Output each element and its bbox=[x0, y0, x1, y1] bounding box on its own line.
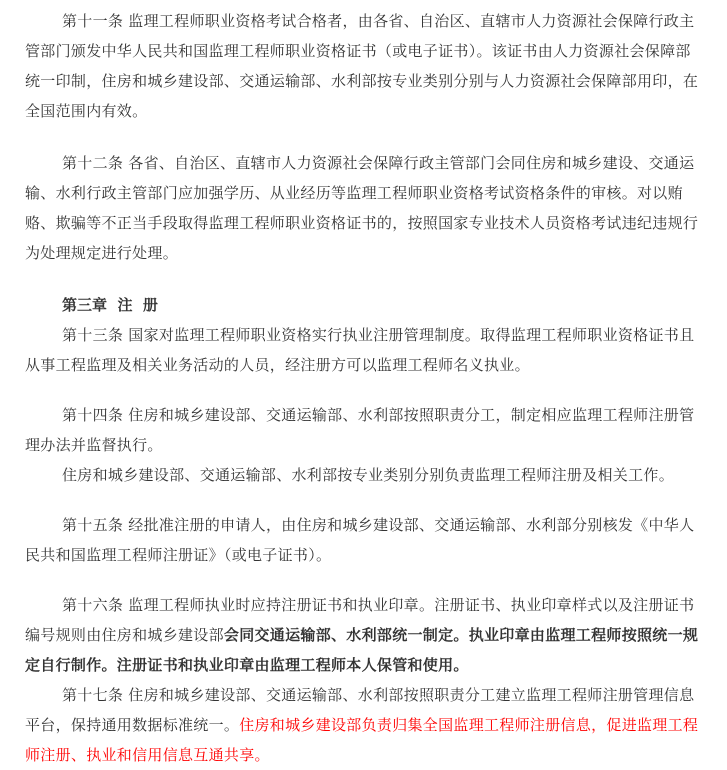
article-13-text: 国家对监理工程师职业资格实行执业注册管理制度。取得监理工程师职业资格证书且从事工程监理及相关业务活动的人员，经注册方可以监理工程师名义执业。 bbox=[25, 326, 695, 374]
article-15-text: 经批准注册的申请人，由住房和城乡建设部、交通运输部、水利部分别核发《中华人民共和国监理工程师注册证》（或电子证书）。 bbox=[25, 516, 695, 564]
article-11 bbox=[25, 6, 705, 126]
article-17 bbox=[25, 680, 705, 770]
article-17-text: 住房和城乡建设部、交通运输部、水利部按照职责分工建立监理工程师注册管理信息平台，保持通用数据标准统一。 bbox=[25, 686, 695, 734]
article-16-bold-text: 会同交通运输部、水利部统一制定。执业印章由监理工程师按照统一规定自行制作。注册证书和执业印章由监理工程师本人保管和使用。 bbox=[25, 626, 699, 674]
article-12 bbox=[25, 148, 705, 268]
article-15-label: 第十五条 bbox=[62, 516, 124, 534]
chapter-3-heading: 第三章 注 册 bbox=[62, 296, 158, 314]
article-13 bbox=[25, 320, 705, 380]
article-17-highlight-text: 住房和城乡建设部负责归集全国监理工程师注册信息，促进监理工程师注册、执业和信用信息互通共享。 bbox=[25, 716, 699, 764]
article-11-label: 第十一条 bbox=[62, 12, 124, 30]
article-11-text: 监理工程师职业资格考试合格者，由各省、自治区、直辖市人力资源社会保障行政主管部门颁发中华人民共和国监理工程师职业资格证书（或电子证书）。该证书由人力资源社会保障部统一印制，住房和城乡建设部、交通运输部、水利部按专业类别分别与人力资源社会保障部用印，在全国范围内有效。 bbox=[25, 12, 699, 120]
article-14-label: 第十四条 bbox=[62, 406, 124, 424]
article-16-label: 第十六条 bbox=[62, 596, 124, 614]
article-16 bbox=[25, 590, 705, 680]
article-14-text: 住房和城乡建设部、交通运输部、水利部按照职责分工，制定相应监理工程师注册管理办法并监督执行。 bbox=[25, 406, 695, 454]
article-12-label: 第十二条 bbox=[62, 154, 124, 172]
article-16-text: 监理工程师执业时应持注册证书和执业印章。注册证书、执业印章样式以及注册证书编号规则由住房和城乡建设部 bbox=[25, 596, 695, 644]
article-14-continuation: 住房和城乡建设部、交通运输部、水利部按专业类别分别负责监理工程师注册及相关工作。 bbox=[62, 466, 675, 484]
article-17-label: 第十七条 bbox=[62, 686, 124, 704]
article-12-text: 各省、自治区、直辖市人力资源社会保障行政主管部门会同住房和城乡建设、交通运输、水利行政主管部门应加强学历、从业经历等监理工程师职业资格考试资格条件的审核。对以贿赂、欺骗等不正当手段取得监理工程师职业资格证书的，按照国家专业技术人员资格考试违纪违规行为处理规定进行处理。 bbox=[25, 154, 699, 262]
article-15 bbox=[25, 510, 705, 570]
article-13-label: 第十三条 bbox=[62, 326, 124, 344]
article-14 bbox=[25, 400, 705, 460]
